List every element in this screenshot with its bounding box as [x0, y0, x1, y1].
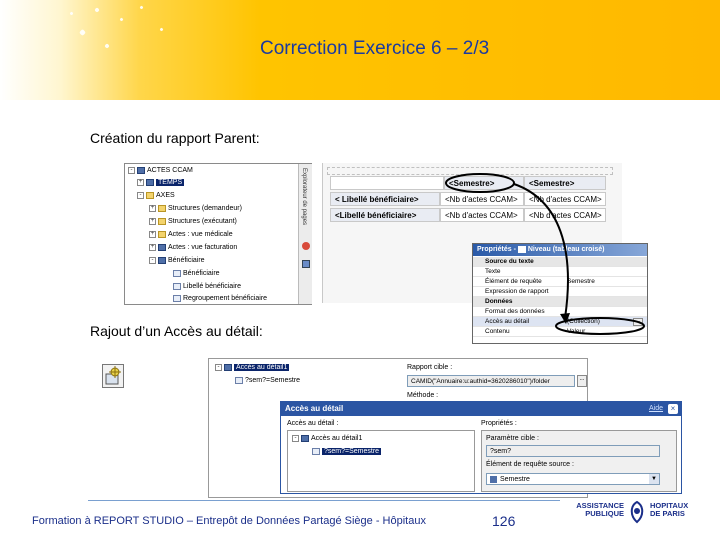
drill-icon	[301, 435, 309, 442]
crosstab-row-header[interactable]: <Libellé bénéficiaire>	[330, 208, 440, 222]
help-link[interactable]: Aide	[648, 405, 663, 412]
drill-through-icon	[103, 365, 123, 387]
footer-rule	[88, 500, 560, 501]
tree-item[interactable]: - Bénéficiaire	[149, 257, 205, 264]
highlight-ellipse	[446, 174, 514, 192]
expand-icon[interactable]: +	[138, 179, 143, 185]
dialog-props-label: Propriétés :	[481, 420, 517, 427]
section-heading-parent: Création du rapport Parent:	[90, 130, 260, 146]
page-title: Correction Exercice 6 – 2/3	[260, 38, 490, 59]
dialog-left-label: Accès au détail :	[287, 420, 339, 427]
crosstab-cell[interactable]: <Nb d'actes CCAM>	[524, 208, 606, 222]
prop-row[interactable]: Texte	[473, 267, 647, 277]
drill-icon	[224, 364, 232, 371]
crosstab-cell[interactable]: <Nb d'actes CCAM>	[440, 192, 524, 206]
dialog-drill-list	[287, 430, 475, 492]
tree-item[interactable]: Libellé bénéficiaire	[173, 283, 241, 290]
browse-button[interactable]: ...	[577, 375, 587, 387]
source-item-select[interactable]: Semestre ▼	[486, 473, 660, 485]
drill-through-toolbar-button[interactable]	[102, 364, 124, 388]
expand-icon[interactable]: +	[150, 218, 155, 224]
tree-item[interactable]: - AXES	[137, 192, 175, 199]
collapse-icon[interactable]: -	[149, 257, 156, 264]
tree-item[interactable]: + Actes : vue médicale	[150, 231, 233, 238]
target-param-label: Paramètre cible :	[486, 435, 539, 442]
prop-row[interactable]: Élément de requête Semestre	[473, 277, 647, 287]
parameter-icon	[312, 448, 320, 455]
prop-row[interactable]: Expression de rapport	[473, 287, 647, 297]
page-number: 126	[492, 513, 516, 529]
aphp-logo	[568, 500, 708, 526]
footer-text: Formation à REPORT STUDIO – Entrepôt de Données Partagé Siège - Hôpitaux	[32, 515, 426, 527]
target-param-field[interactable]: ?sem?	[486, 445, 660, 457]
collapse-icon[interactable]: -	[128, 167, 135, 174]
expand-icon[interactable]: +	[150, 244, 155, 250]
logo-text-left: ASSISTANCE PUBLIQUE	[576, 501, 624, 518]
tree-item[interactable]: + TEMPS	[138, 179, 183, 186]
parameter-icon	[235, 377, 243, 384]
prop-row[interactable]: Contenu Valeur	[473, 327, 647, 337]
dialog-titlebar: Accès au détail	[281, 402, 681, 416]
tree-item[interactable]: + Actes : vue facturation	[150, 244, 238, 251]
collapse-icon[interactable]: -	[215, 364, 222, 371]
ellipsis-button[interactable]: ...	[633, 318, 643, 326]
tree-item[interactable]: Bénéficiaire	[173, 270, 220, 277]
drill-tree-child[interactable]: ?sem?=Semestre	[235, 377, 300, 384]
collapse-icon[interactable]: -	[137, 192, 144, 199]
highlight-ellipse	[556, 318, 644, 334]
tree-item[interactable]: + Structures (exécutant)	[150, 218, 237, 225]
tree-item[interactable]: - ACTES CCAM	[128, 167, 193, 174]
chevron-down-icon[interactable]: ▼	[649, 474, 659, 484]
drill-tree-root[interactable]: - Accès au détail1	[215, 364, 289, 371]
prop-section[interactable]: Données	[473, 297, 647, 307]
crosstab-col-header[interactable]: <Semestre>	[524, 176, 606, 190]
prop-row-drill-through[interactable]: Accès au détail (Collection) ...	[473, 317, 647, 327]
target-report-field[interactable]: CAMID("Annuaire:u:authid=3620286010")/folder	[407, 375, 575, 387]
crosstab-col-header[interactable]: <Semestre>	[444, 176, 524, 190]
properties-titlebar: Propriétés - Niveau (tableau croisé)	[473, 244, 647, 256]
method-label: Méthode :	[407, 392, 439, 399]
tree-item[interactable]: Regroupement bénéficiaire	[173, 295, 267, 302]
crosstab-cell[interactable]: <Nb d'actes CCAM>	[440, 208, 524, 222]
close-icon[interactable]: ×	[668, 404, 678, 414]
annotation-arrow	[514, 184, 568, 318]
page-explorer-label: Explorateur de pages	[301, 168, 307, 226]
source-item-label: Élément de requête source :	[486, 461, 574, 468]
dialog-tree-child[interactable]: ?sem?=Semestre	[312, 448, 381, 455]
prop-row[interactable]: Format des données	[473, 307, 647, 317]
section-heading-drill: Rajout d’un Accès au détail:	[90, 323, 263, 339]
logo-emblem-icon	[626, 500, 648, 524]
prop-section[interactable]: Source du texte	[473, 257, 647, 267]
dialog-props-box	[481, 430, 677, 492]
expand-icon[interactable]: +	[150, 205, 155, 211]
tree-item[interactable]: + Structures (demandeur)	[150, 205, 242, 212]
expand-icon[interactable]: +	[150, 231, 155, 237]
drill-through-dialog	[280, 401, 682, 494]
collapse-icon[interactable]: -	[292, 435, 299, 442]
dialog-tree-root[interactable]: - Accès au détail1	[292, 435, 362, 442]
crosstab-cell[interactable]: <Nb d'actes CCAM>	[524, 192, 606, 206]
target-report-label: Rapport cible :	[407, 364, 453, 371]
data-item-icon	[490, 476, 497, 483]
crosstab-row-header[interactable]: < Libellé bénéficiaire>	[330, 192, 440, 206]
logo-text-right: HOPITAUX DE PARIS	[650, 501, 689, 518]
